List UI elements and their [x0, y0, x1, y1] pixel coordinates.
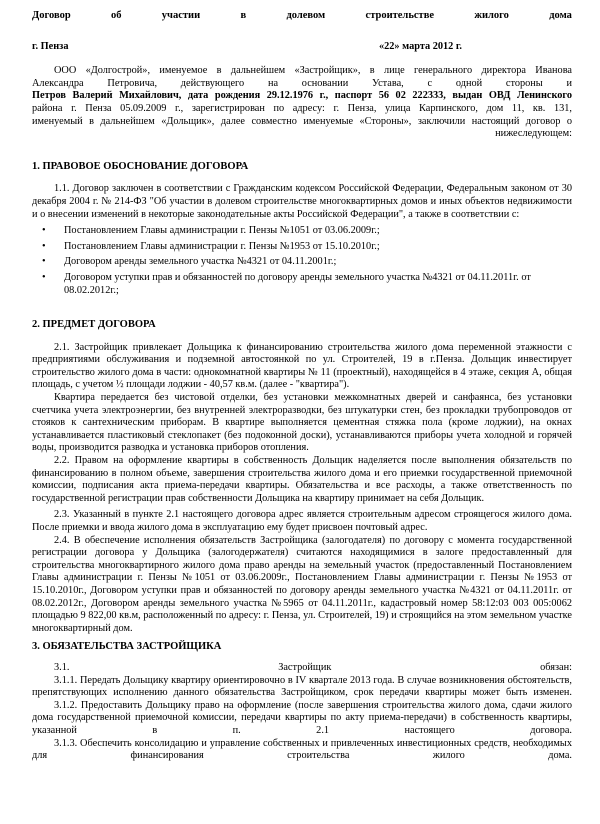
preamble [32, 65, 572, 141]
title-word: жилого [474, 10, 509, 21]
preamble-line: именуемый в дальнейшем «Дольщик», далее совместно именуемые «Стороны», заключили настоящий договор о [32, 115, 572, 127]
paragraph-2-2: 2.2. Правом на оформление квартиры в собственность Дольщик наделяется после выполнения обязательств по финансированию в полном объеме, завершения строительства жилого дома и его приемки государственной приемочной комиссии, подписания акта приема-передачи квартиры. Обязательства и все расходы, а также ответственность по государственной регистрации прав собственности Дольщика на квартиру принимает на себя Дольщик. [32, 455, 572, 504]
clause-subject: Застройщик [278, 661, 332, 673]
preamble-line: Петров Валерий Михайлович, дата рождения 29.12.1976 г., паспорт 56 02 222333, выдан ОВД Ленинского [32, 90, 572, 102]
title-word: строительстве [365, 10, 435, 21]
list-item: • Договором уступки прав и обязанностей по договору аренды земельного участка №4321 от 04.11.2011г. от 08.02.2012г.; [64, 272, 572, 297]
preamble-line: нижеследующем: [495, 128, 572, 140]
clause-number: 3.1. [54, 661, 70, 673]
title-word: долевом [286, 10, 326, 21]
paragraph-2-3: 2.3. Указанный в пункте 2.1 настоящего договора адрес является строительным адресом строящегося жилого дома. После приемки и ввода жилого дома в эксплуатацию ему будет присвоен почтовый адрес. [32, 509, 572, 533]
place-date-row [32, 41, 572, 54]
preamble-line: ООО «Долгострой», именуемое в дальнейшем «Застройщик», в лице генерального директора Иванова [54, 65, 572, 77]
contract-title [32, 10, 572, 23]
paragraph-3-1-2: 3.1.2. Предоставить Дольщику право на оформление (после завершения строительства жилого дома, сдачи жилого дома государственной приемочной комиссии, передачи квартиры по акту приема-передачи) в собственность квартиры, указанной в п. 2.1 настоящего договора. [32, 699, 572, 736]
title-word: участии [161, 10, 201, 21]
contract-page [32, 10, 572, 763]
contract-city: г. Пенза [32, 40, 69, 52]
title-word: Договор [32, 10, 71, 21]
legal-basis-list [32, 225, 572, 297]
list-item: • Договором аренды земельного участка №4321 от 04.11.2001г.; [64, 256, 572, 269]
preamble-line: района г. Пенза 05.09.2009 г., зарегистрирован по адресу: г. Пенза, улица Карпинского, дом 11, кв. 131, [32, 102, 572, 114]
section-2-title: 2. ПРЕДМЕТ ДОГОВОРА [32, 319, 156, 331]
paragraph-3-1 [32, 662, 572, 675]
title-word: дома [549, 10, 572, 21]
paragraph-2-1-details: Квартира передается без чистовой отделки, без установки межкомнатных дверей и санфаянса, без установки счетчика учета электроэнергии, без внутренней электроразводки, без штукатурки стен, без прокладки трубопроводов от стояков к сантехническим приборам. В квартире выполняется цементная стяжка пола (кроме лоджии), на окнах устанавливается пластиковый стеклопакет (без подоконной доски), устанавливаются приборы учета холодной и горячей воды, производится разводка и установка приборов отопления. [32, 392, 572, 454]
paragraph-1-1: 1.1. Договор заключен в соответствии с Гражданским кодексом Российской Федерации, Федеральным законом от 30 декабря 2004 г. № 214-ФЗ "Об участии в долевом строительстве многоквартирных домов и иных объектов недвижимости и о внесении изменений в некоторые законодательные акты Российской Федерации", а также в соответствии с: [32, 183, 572, 220]
contract-date: «22» марта 2012 г. [378, 40, 462, 52]
paragraph-3-1-1: 3.1.1. Передать Дольщику квартиру ориентировочно в IV квартале 2013 года. В случае возникновения обстоятельств, препятствующих исполнению данного обязательства Застройщиком, срок передачи квартиры может быть изменен. [32, 674, 572, 699]
list-item: • Постановлением Главы администрации г. Пензы №1953 от 15.10.2010г.; [64, 241, 572, 254]
section-3-title: 3. ОБЯЗАТЕЛЬСТВА ЗАСТРОЙЩИКА [32, 641, 222, 653]
clause-verb: обязан: [540, 661, 572, 673]
paragraph-2-1: 2.1. Застройщик привлекает Дольщика к финансированию строительства жилого дома переменной этажности с предприятиями обслуживания и подземной автостоянкой по ул. Строителей, 19 в г.Пенза. Дольщик инвестирует строительство жилого дома в части: однокомнатной квартиры № 11 (проектный), находящейся в 4 этаже, секция А, общая площадь, с учетом ½ площади лоджии - 40,57 кв.м. (далее - "квартира"). [32, 341, 572, 391]
paragraph-3-1-3: 3.1.3. Обеспечить консолидацию и управление собственных и привлеченных инвестиционных средств, необходимых для финансирования строительства жилого дома. [32, 737, 572, 762]
title-word: об [110, 10, 122, 21]
title-word: в [240, 10, 247, 21]
preamble-line: Александра Петровича, действующего на основании Устава, с одной стороны и [32, 77, 572, 89]
section-1-title: 1. ПРАВОВОЕ ОБОСНОВАНИЕ ДОГОВОРА [32, 160, 249, 172]
list-item: • Постановлением Главы администрации г. Пензы №1051 от 03.06.2009г.; [64, 225, 572, 238]
paragraph-2-4: 2.4. В обеспечение исполнения обязательств Застройщика (залогодателя) по договору с момента государственной регистрации договора у Дольщика (залогодержателя) считаются находящимися в залоге предоставленный для строительства многоквартирного жилого дома право аренды на земельный участок (предоставленный Постановлением Главы администрации г. Пензы №1051 от 03.06.2009г., Постановлением Главы администрации г. Пензы №1953 от 15.10.2010г., Договором уступки прав и обязанностей по договору аренды земельного участка №4321 от 04.11.2011г. от 08.02.2012г., Договором аренды земельного участка №5965 от 04.11.2011г., кадастровый номер 58:12:03 003 005:0062 площадью 9 822,00 кв.м, расположенный по адресу: г. Пенза, ул. Строителей, 19) и строящийся на этом земельном участке многоквартирный дом. [32, 534, 572, 634]
